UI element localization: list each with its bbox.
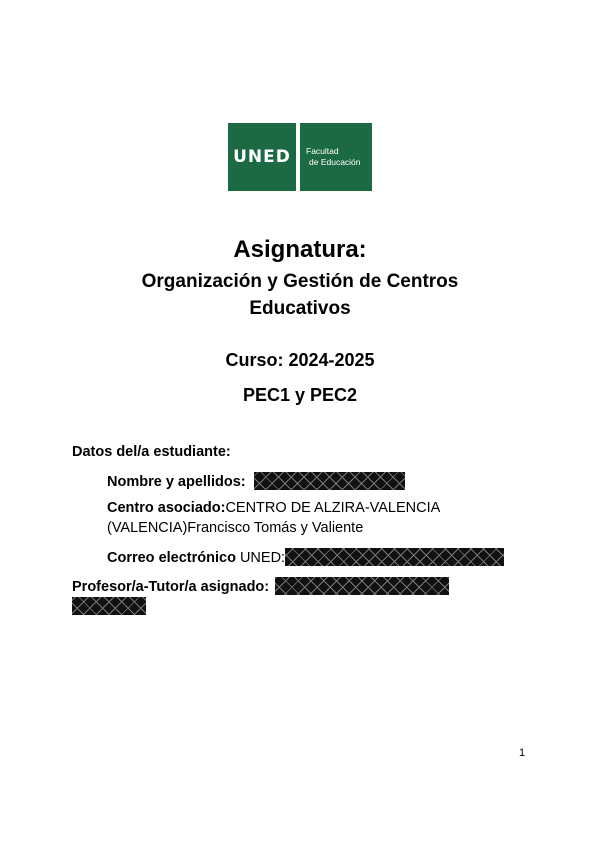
page-title: Asignatura:	[233, 236, 367, 263]
center-value-line1: CENTRO DE ALZIRA-VALENCIA	[225, 500, 441, 516]
email-prefix: UNED:	[235, 550, 286, 566]
course-year: Curso: 2024-2025	[225, 350, 375, 370]
tutor-redaction-2	[72, 597, 146, 615]
subject-name	[0, 268, 600, 322]
student-name-row	[107, 472, 405, 490]
logo-mark-block	[228, 123, 296, 191]
tutor-redaction	[275, 577, 449, 595]
email-label: Correo electrónico	[107, 550, 236, 566]
logo-faculty-line2: de Educación	[309, 157, 361, 167]
center-row	[107, 500, 440, 516]
center-label: Centro asociado:	[107, 500, 226, 516]
logo-mark: UNED	[233, 147, 291, 167]
name-label: Nombre y apellidos:	[107, 474, 246, 490]
uned-logo	[228, 123, 372, 191]
email-row	[107, 548, 504, 566]
assignment-name: PEC1 y PEC2	[242, 385, 358, 405]
logo-faculty-block	[300, 123, 372, 191]
center-value-line2: (VALENCIA)Francisco Tomás y Valiente	[107, 520, 364, 536]
email-redaction	[285, 548, 504, 566]
subject-line-1: Organización y Gestión de Centros	[141, 271, 459, 292]
logo-faculty-line1: Facultad	[306, 146, 339, 156]
page-number: 1	[519, 747, 526, 759]
student-section-label: Datos del/a estudiante:	[72, 444, 231, 460]
tutor-label: Profesor/a-Tutor/a asignado:	[72, 579, 270, 595]
name-redaction	[254, 472, 405, 490]
tutor-row	[72, 577, 449, 595]
tutor-row-continued	[72, 597, 146, 615]
subject-line-2: Educativos	[249, 298, 351, 319]
